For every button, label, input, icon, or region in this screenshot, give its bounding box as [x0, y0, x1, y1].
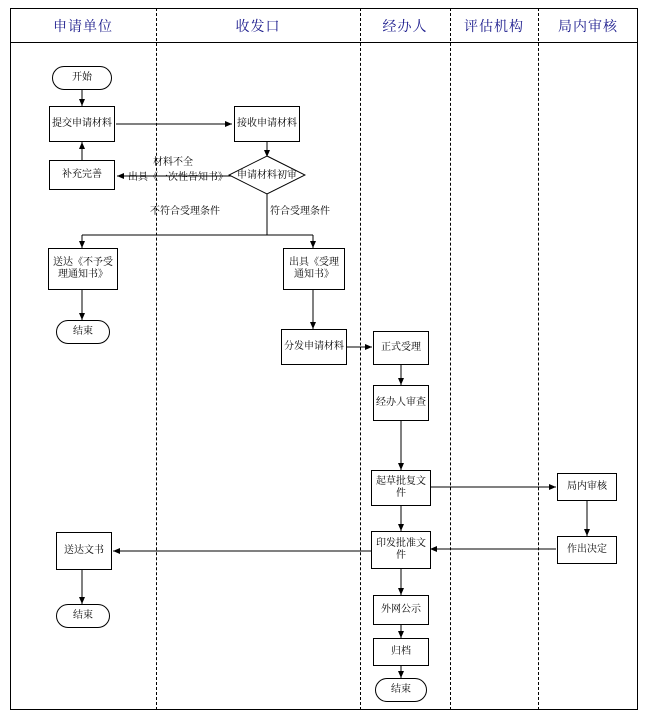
node-first-review-decision[interactable] — [228, 155, 306, 195]
node-print-approval-document[interactable]: 印发批准文件 — [371, 531, 431, 569]
node-supplement-materials[interactable]: 补充完善 — [49, 160, 115, 190]
node-make-decision[interactable]: 作出决定 — [557, 536, 617, 564]
header-separator — [10, 42, 638, 43]
edge-label-not-meeting-conditions: 不符合受理条件 — [150, 206, 220, 217]
edge-label-meeting-conditions: 符合受理条件 — [270, 206, 330, 217]
node-end-2[interactable]: 结束 — [56, 604, 110, 628]
lane-divider-3 — [450, 8, 451, 710]
node-start-1[interactable]: 开始 — [52, 66, 112, 90]
node-archive[interactable]: 归档 — [373, 638, 429, 666]
node-internal-review[interactable]: 局内审核 — [557, 473, 617, 501]
node-draft-approval-document[interactable]: 起草批复文件 — [371, 470, 431, 506]
lane-title-internal-review: 局内审核 — [558, 18, 618, 34]
node-officer-review[interactable]: 经办人审查 — [373, 385, 429, 421]
node-public-notice[interactable]: 外网公示 — [373, 595, 429, 625]
node-first-review-label: 申请材料初审 — [237, 169, 297, 181]
lane-title-applicant: 申请单位 — [53, 18, 113, 34]
node-deliver-non-acceptance-notice[interactable]: 送达《不予受理通知书》 — [48, 248, 118, 290]
lane-divider-4 — [538, 8, 539, 710]
edge-label-one-time-notice: 出具《一次性告知书》 — [128, 172, 228, 183]
node-submit-application[interactable]: 提交申请材料 — [49, 106, 115, 142]
node-deliver-document[interactable]: 送达文书 — [56, 532, 112, 570]
node-distribute-materials[interactable]: 分发申请材料 — [281, 329, 347, 365]
node-issue-acceptance-notice[interactable]: 出具《受理通知书》 — [283, 248, 345, 290]
lane-divider-2 — [360, 8, 361, 710]
node-formal-acceptance[interactable]: 正式受理 — [373, 331, 429, 365]
node-receive-materials[interactable]: 接收申请材料 — [234, 106, 300, 142]
node-end-1[interactable]: 结束 — [56, 320, 110, 344]
lane-title-reception: 收发口 — [235, 18, 281, 34]
lane-title-officer: 经办人 — [382, 18, 428, 34]
edge-label-materials-incomplete: 材料不全 — [153, 157, 193, 168]
lane-divider-1 — [156, 8, 157, 710]
lane-title-assessment: 评估机构 — [464, 18, 524, 34]
node-end-3[interactable]: 结束 — [375, 678, 427, 702]
